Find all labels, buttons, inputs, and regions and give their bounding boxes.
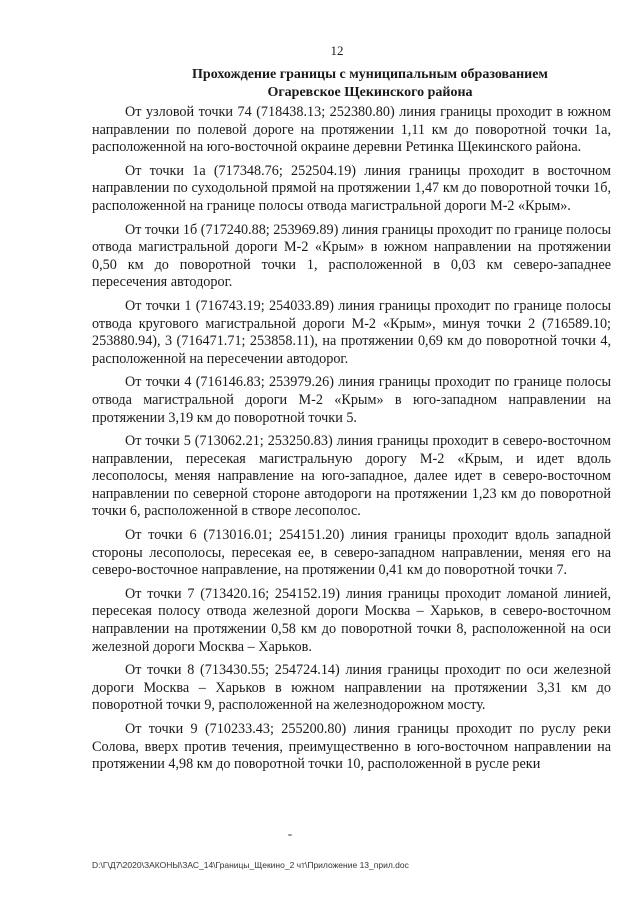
scan-speck — [288, 834, 292, 836]
paragraph: От точки 6 (713016.01; 254151.20) линия границы проходит вдоль западной стороны лесополосы, пересекая ее, в северо-западном направлении, меняя его на северо-восточное направление, на протяжении 0,41 км до поворотной точки 7. — [92, 527, 611, 579]
paragraph: От точки 5 (713062.21; 253250.83) линия границы проходит в северо-восточном направлении, пересекая магистральную дорогу М-2 «Крым, и идет вдоль лесополосы, меняя направление на юго-западное, далее идет в северо-восточном направлении по северной стороне автодороги на протяжении 1,23 км до поворотной точки 6, расположенной в створе лесополос. — [92, 433, 611, 520]
paragraph: От узловой точки 74 (718438.13; 252380.80) линия границы проходит в южном направлении по полевой дороге на протяжении 1,11 км до поворотной точки 1а, расположенной на юго-восточной окраине деревни Ретинка Щекинского района. — [92, 104, 611, 156]
paragraph: От точки 1а (717348.76; 252504.19) линия границы проходит в восточном направлении по суходольной прямой на протяжении 1,47 км до поворотной точки 1б, расположенной на границе полосы отвода магистральной дороги М-2 «Крым». — [92, 162, 611, 214]
page-number: 12 — [330, 43, 344, 58]
footer-file-path: D:\Г\Д7\2020\ЗАКОНЫ\ЗАС_14\Границы_Щекино_2 чт\Приложение 13_прил.doc — [92, 860, 409, 870]
paragraph: От точки 7 (713420.16; 254152.19) линия границы проходит ломаной линией, пересекая полосу отвода железной дороги Москва – Харьков, в северо-восточном направлении на протяжении 0,58 км до поворотной точки 8, расположенной на оси железной дороги Москва – Харьков. — [92, 585, 611, 655]
paragraph: От точки 9 (710233.43; 255200.80) линия границы проходит по руслу реки Солова, вверх против течения, преимущественно в юго-восточном направлении на протяжении 4,98 км до поворотной точки 10, расположенной в русле реки — [92, 721, 611, 773]
heading-line-2: Огаревское Щекинского района — [267, 85, 473, 100]
heading-line-1: Прохождение границы с муниципальным образованием — [192, 67, 548, 82]
paragraph: От точки 8 (713430.55; 254724.14) линия границы проходит по оси железной дороги Москва – Харьков в южном направлении на протяжении 3,31 км до поворотной точки 9, расположенной на железнодорожном мосту. — [92, 662, 611, 714]
paragraph: От точки 4 (716146.83; 253979.26) линия границы проходит по границе полосы отвода магистральной дороги М-2 «Крым» в юго-западном направлении на протяжении 3,19 км до поворотной точки 5. — [92, 374, 611, 426]
paragraph: От точки 1б (717240.88; 253969.89) линия границы проходит по границе полосы отвода магистральной дороги М-2 «Крым» в южном направлении на протяжении 0,50 км до поворотной точки 1, расположенной в 0,03 км северо-западнее пересечения автодорог. — [92, 221, 611, 291]
document-body — [92, 104, 611, 780]
section-heading — [140, 66, 600, 102]
paragraph: От точки 1 (716743.19; 254033.89) линия границы проходит по границе полосы отвода кругового магистральной дороги М-2 «Крым», минуя точки 2 (716589.10; 253880.94), 3 (716471.71; 253858.11), на протяжении 0,69 км до поворотной точки 4, расположенной на пересечении автодорог. — [92, 297, 611, 367]
